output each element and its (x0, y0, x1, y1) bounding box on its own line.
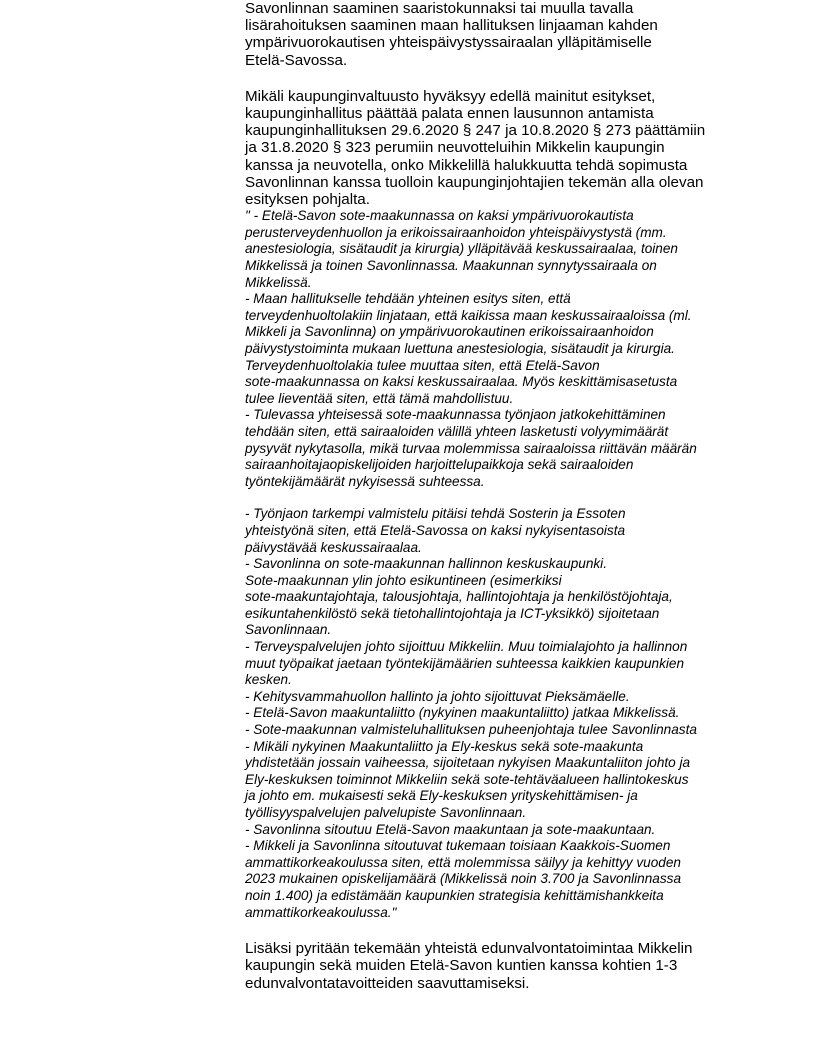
quote-line: esikuntahenkilöstö sekä tietohallintojohtaja ja ICT-yksikkö) sijoitetaan (245, 605, 660, 621)
text-line: kaupunginhallituksen 29.6.2020 § 247 ja 10.8.2020 § 273 päättämiin (245, 122, 706, 140)
quote-line: sote-maakunnassa on kaksi keskussairaalaa. Myös keskittämisasetusta (245, 374, 678, 390)
text-line: edunvalvontatavoitteiden saavuttamiseksi. (245, 974, 530, 992)
quote-line: Ely-keskuksen toiminnot Mikkeliin sekä sote-tehtäväalueen hallintokeskus (245, 771, 689, 787)
quote-line: työntekijämäärät nykyisessä suhteessa. (245, 473, 485, 489)
quote-line: - Savonlinna on sote-maakunnan hallinnon keskuskaupunki. (245, 556, 607, 572)
quote-line: Mikkeli ja Savonlinna) on ympärivuorokautinen erikoissairaanhoidon (245, 324, 654, 340)
quote-line: terveydenhuoltolakiin linjataan, että kaikissa maan keskussairaaloissa (ml. (245, 307, 692, 323)
quote-line: Savonlinnaan. (245, 622, 332, 638)
quote-line: päivystystoiminta mukaan luettuna anestesiologia, sisätaudit ja kirurgia. (245, 340, 675, 356)
quote-line: yhdistetään jossain vaiheessa, sijoitetaan nykyisen Maakuntaliiton johto ja (245, 755, 691, 771)
quote-line: ja johto em. mukaisesti sekä Ely-keskuksen yrityskehittämisen- ja (245, 788, 638, 804)
text-line: esityksen pohjalta. (245, 191, 370, 209)
quote-line: 2023 mukainen opiskelijamäärä (Mikkelissä noin 3.700 ja Savonlinnassa (245, 871, 682, 887)
document-page (245, 0, 805, 992)
quote-line: - Työnjaon tarkempi valmistelu pitäisi tehdä Sosterin ja Essoten (245, 506, 626, 522)
quote-line: - Sote-maakunnan valmisteluhallituksen puheenjohtaja tulee Savonlinnasta (245, 722, 697, 738)
quote-line: - Maan hallitukselle tehdään yhteinen esitys siten, että (245, 291, 571, 307)
quote-line: ammattikorkeakoulussa." (245, 904, 397, 920)
text-line: lisärahoituksen saaminen maan hallituksen linjaaman kahden (245, 17, 658, 35)
quote-line: - Tulevassa yhteisessä sote-maakunnassa työnjaon jatkokehittäminen (245, 407, 666, 423)
quote-line: " - Etelä-Savon sote-maakunnassa on kaksi ympärivuorokautista (245, 208, 634, 224)
quote-line: ammattikorkeakoulussa siten, että molemmissa säilyy ja kehittyy vuoden (245, 854, 681, 870)
closing-paragraph (245, 940, 805, 992)
quote-block-governance (245, 506, 805, 921)
quote-line: noin 1.400) ja edistämään kaupunkien strategisia kehittämishankkeita (245, 887, 664, 903)
quote-line: muut työpaikat jaetaan työntekijämäärien suhteessa kaikkien kaupunkien (245, 655, 685, 671)
intro-paragraph (245, 0, 805, 69)
quote-line: - Mikkeli ja Savonlinna sitoutuvat tukemaan toisiaan Kaakkois-Suomen (245, 838, 671, 854)
text-line: Savonlinnan kanssa tuolloin kaupunginjohtajien tekemän alla olevan (245, 173, 704, 191)
text-line: kanssa ja neuvotella, onko Mikkelillä halukkuutta tehdä sopimusta (245, 156, 688, 174)
text-line: kaupunginhallitus päättää palata ennen lausunnon antamista (245, 105, 654, 123)
text-line: ja 31.8.2020 § 323 perumiin neuvotteluihin Mikkelin kaupungin (245, 139, 665, 157)
quote-line: sairaanhoitajaopiskelijoiden harjoittelupaikkoja sekä sairaaloiden (245, 457, 634, 473)
quote-line: tulee lieventää siten, että tämä mahdollistuu. (245, 390, 514, 406)
quote-line: kesken. (245, 672, 292, 688)
quote-line: pysyvät nykytasolla, mikä turvaa molemmissa sairaaloissa riittävän määrän (245, 440, 697, 456)
text-line: Mikäli kaupunginvaltuusto hyväksyy edellä mainitut esitykset, (245, 87, 656, 105)
quote-block-proposal (245, 208, 805, 490)
text-line: Lisäksi pyritään tekemään yhteistä edunvalvontatoimintaa Mikkelin (245, 940, 693, 958)
quote-line: päivystävää keskussairaalaa. (245, 539, 422, 555)
quote-line: Sote-maakunnan ylin johto esikuntineen (esimerkiksi (245, 572, 562, 588)
quote-line: perusterveydenhuollon ja erikoissairaanhoidon yhteispäivystystä (mm. (245, 224, 667, 240)
quote-line: Terveydenhuoltolakia tulee muuttaa siten, että Etelä-Savon (245, 357, 600, 373)
quote-line: Mikkelissä. (245, 274, 312, 290)
quote-line: Mikkelissä ja toinen Savonlinnassa. Maakunnan synnytyssairaala on (245, 258, 657, 274)
quote-line: anestesiologia, sisätaudit ja kirurgia) ylläpitävää keskussairaalaa, toinen (245, 241, 678, 257)
text-line: kaupungin sekä muiden Etelä-Savon kuntien kanssa kohtien 1-3 (245, 957, 678, 975)
quote-line: - Mikäli nykyinen Maakuntaliitto ja Ely-keskus sekä sote-maakunta (245, 738, 644, 754)
quote-line: työllisyyspalvelujen palvelupiste Savonlinnaan. (245, 805, 527, 821)
text-line: Savonlinnan saaminen saaristokunnaksi tai muulla tavalla (245, 0, 634, 17)
text-line: Etelä-Savossa. (245, 51, 348, 69)
text-line: ympärivuorokautisen yhteispäivystyssairaalan ylläpitämiselle (245, 34, 652, 52)
quote-line: yhteistyönä siten, että Etelä-Savossa on kaksi nykyisentasoista (245, 522, 626, 538)
quote-line: - Etelä-Savon maakuntaliitto (nykyinen maakuntaliitto) jatkaa Mikkelissä. (245, 705, 680, 721)
quote-line: - Savonlinna sitoutuu Etelä-Savon maakuntaan ja sote-maakuntaan. (245, 821, 656, 837)
quote-line: - Terveyspalvelujen johto sijoittuu Mikkeliin. Muu toimialajohto ja hallinnon (245, 639, 688, 655)
quote-line: sote-maakuntajohtaja, talousjohtaja, hallintojohtaja ja henkilöstöjohtaja, (245, 589, 673, 605)
quote-line: tehdään siten, että sairaaloiden välillä yhteen lasketusti volyymimäärät (245, 423, 669, 439)
condition-paragraph (245, 88, 805, 208)
quote-line: - Kehitysvammahuollon hallinto ja johto sijoittuvat Pieksämäelle. (245, 688, 630, 704)
